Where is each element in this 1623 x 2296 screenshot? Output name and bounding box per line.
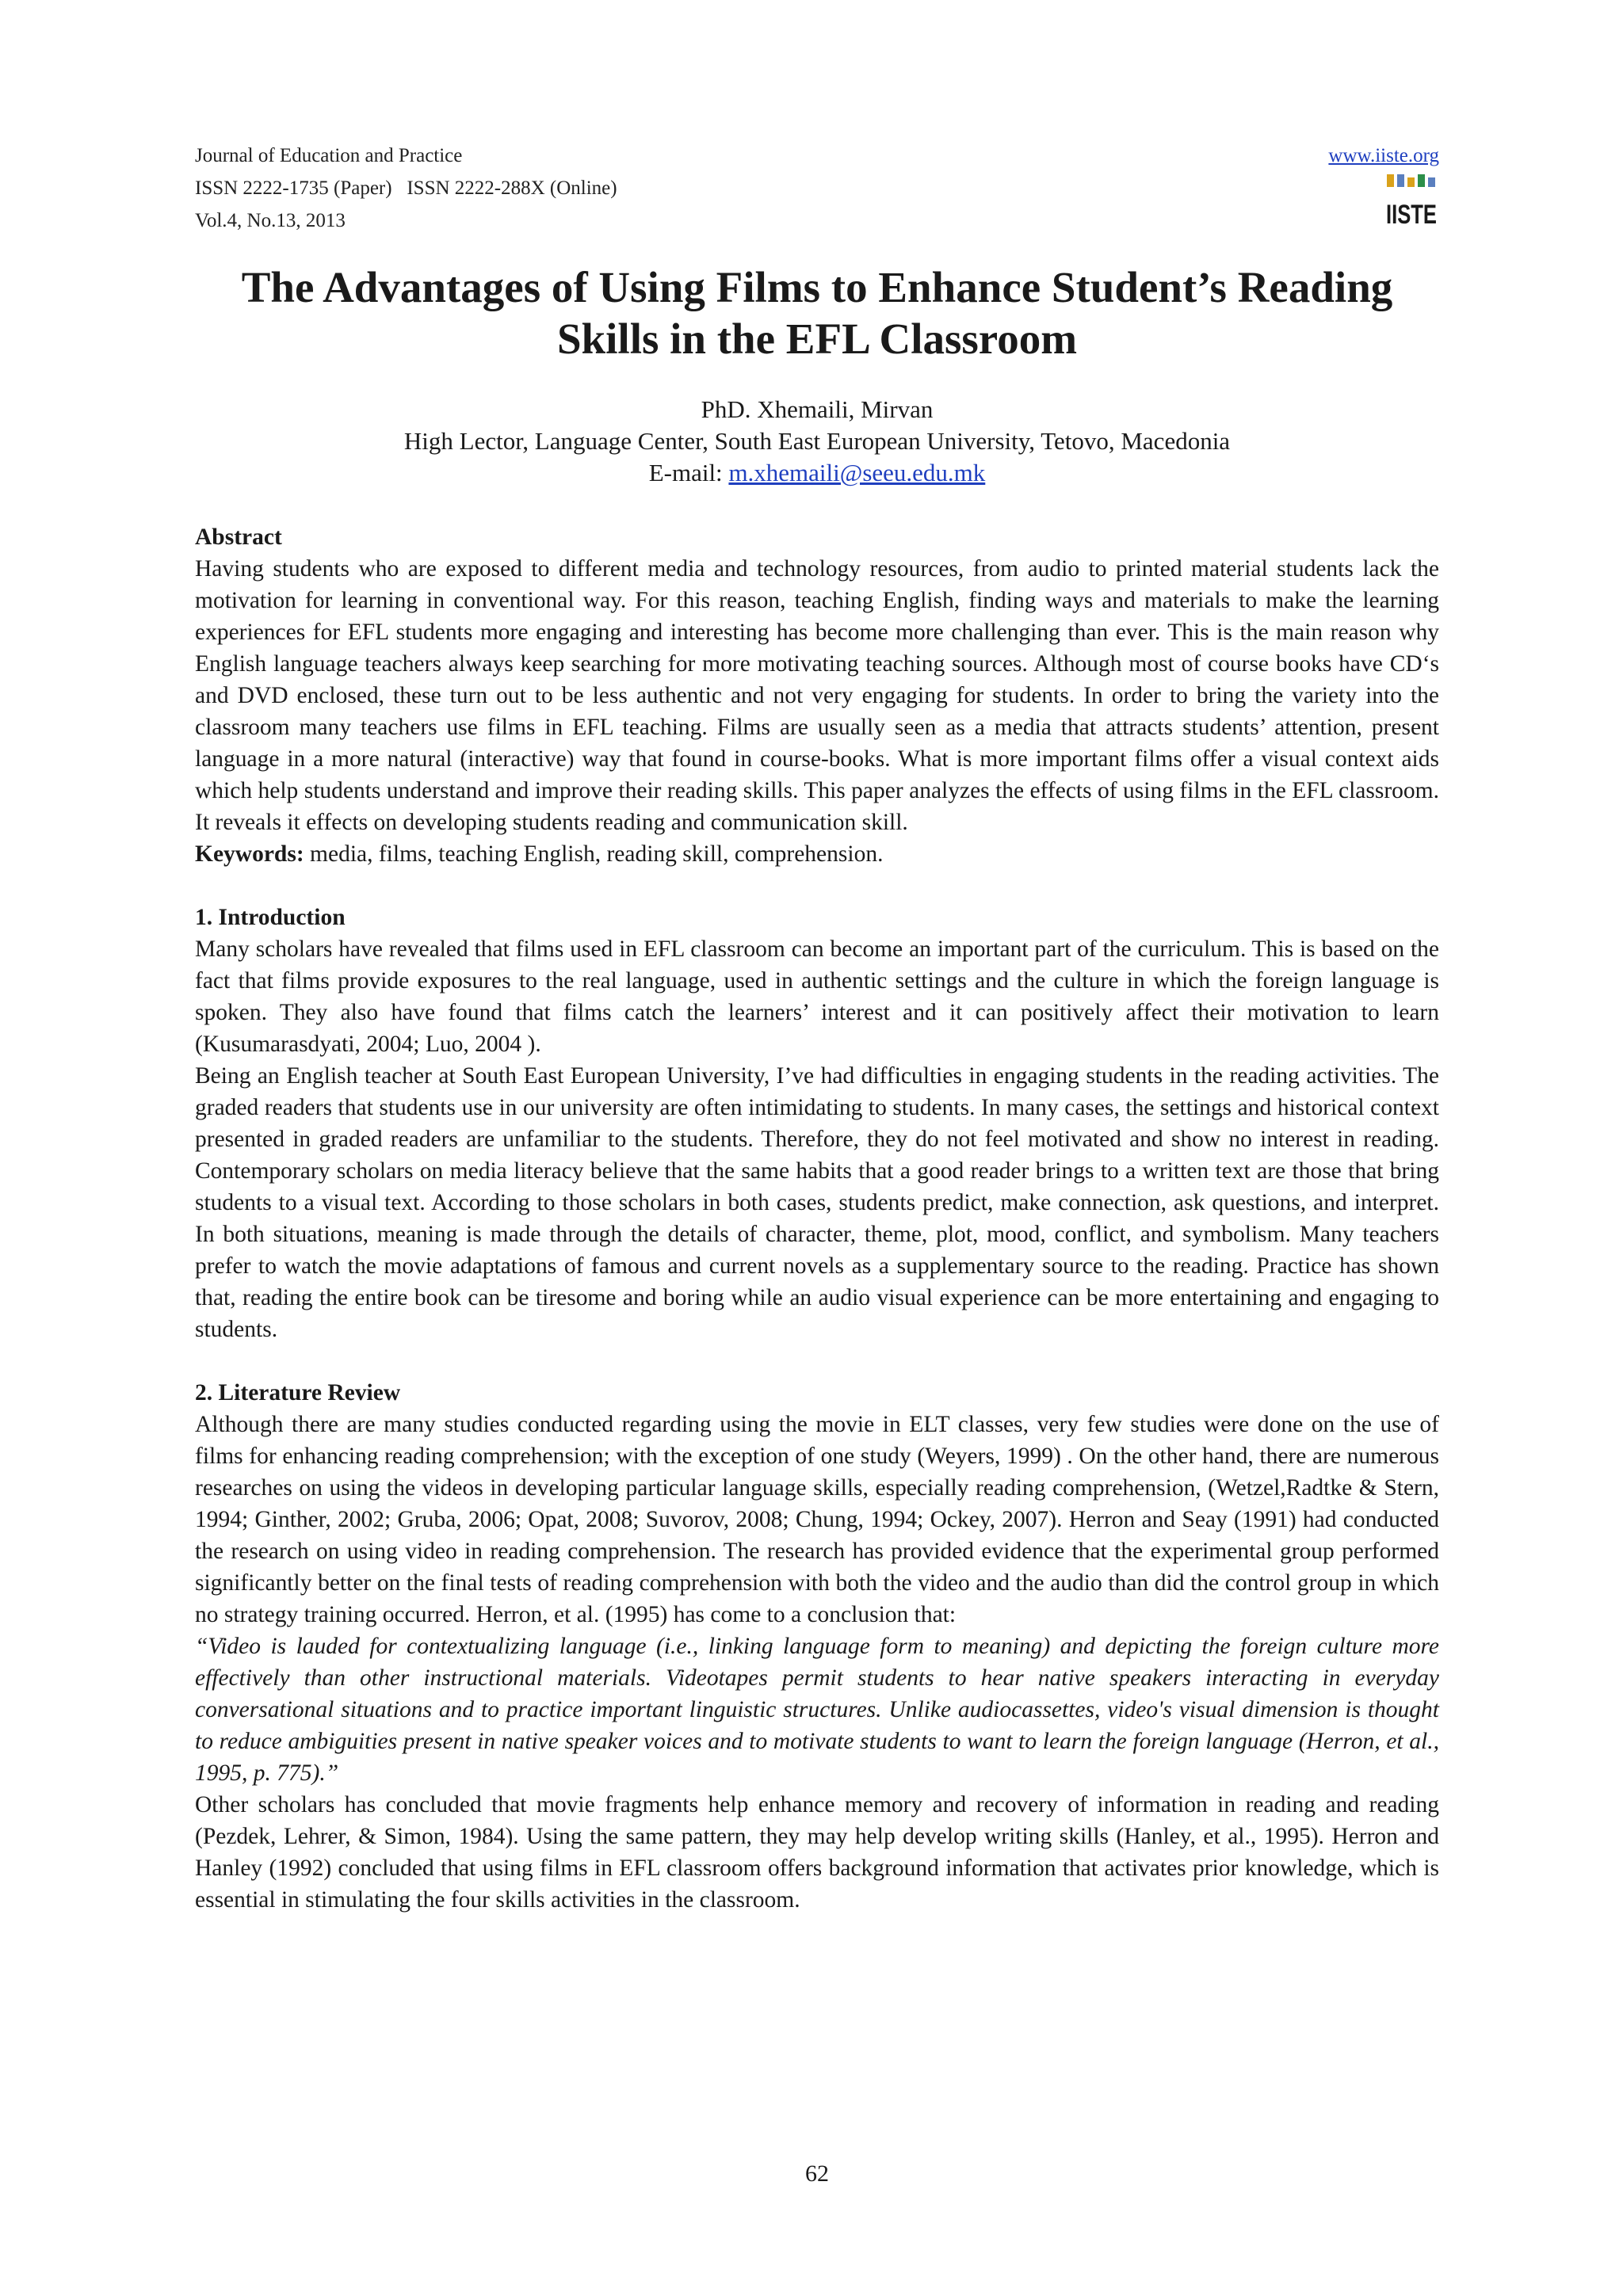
keywords-label: Keywords: (195, 841, 304, 867)
journal-header (195, 139, 1439, 235)
journal-volume: Vol.4, No.13, 2013 (195, 210, 346, 231)
paper-body (195, 521, 1439, 1916)
literature-heading: 2. Literature Review (195, 1380, 401, 1405)
block-quote: “Video is lauded for contextualizing language (i.e., linking language form to meaning) and depicting the foreign culture more effectively than other instructional materials. Videotapes permit students to hear native speakers interacting in everyday conversational situations and to practice important linguistic structures. Unlike audiocassettes, video's visual dimension is thought to reduce ambiguities present in native speaker voices and to motivate students to want to learn the foreign language (Herron, et al., 1995, p. 775).” (195, 1634, 1439, 1786)
introduction-paragraph-2: Being an English teacher at South East European University, I’ve had difficulties in engaging students in the reading activities. The graded readers that students use in our university are often intimidating to students. In many cases, the settings and historical context presented in graded readers are unfamiliar to the students. Therefore, they do not feel motivated and show no interest in reading. Contemporary scholars on media literacy believe that the same habits that a good reader brings to a written text are those that bring students to a visual text. According to those scholars in both cases, students predict, make connection, ask questions, and interpret. In both situations, meaning is made through the details of character, theme, plot, mood, conflict, and symbolism. Many teachers prefer to watch the movie adaptations of famous and current novels as a supplementary source to the reading. Practice has shown that, reading the entire book can be tiresome and boring while an audio visual experience can be more entertaining and engaging to students. (195, 1063, 1439, 1342)
paper-title (195, 261, 1439, 364)
author-name: PhD. Xhemaili, Mirvan (701, 395, 934, 423)
journal-info (195, 139, 617, 237)
author-block (195, 394, 1439, 489)
introduction-heading: 1. Introduction (195, 905, 346, 930)
iiste-logo-icon (1384, 171, 1439, 231)
keywords-line (195, 838, 1439, 870)
author-email-link[interactable]: m.xhemaili@seeu.edu.mk (728, 459, 986, 486)
journal-name: Journal of Education and Practice (195, 145, 463, 166)
literature-paragraph-2: Other scholars has concluded that movie fragments help enhance memory and recovery of information in reading and reading (Pezdek, Lehrer, & Simon, 1984). Using the same pattern, they may help develop writing skills (Hanley, et al., 1995). Herron and Hanley (1992) concluded that using films in EFL classroom offers background information that activates prior knowledge, which is essential in stimulating the four skills activities in the classroom. (195, 1792, 1439, 1913)
email-label: E-mail: (648, 459, 729, 486)
author-affiliation: High Lector, Language Center, South East European University, Tetovo, Macedonia (403, 427, 1231, 455)
title-line-1: The Advantages of Using Films to Enhance Student’s Reading (241, 263, 1393, 311)
journal-url-link[interactable]: www.iiste.org (1328, 145, 1439, 166)
page-number: 62 (805, 2161, 829, 2187)
literature-paragraph-1: Although there are many studies conducted regarding using the movie in ELT classes, very few studies were done on the use of films for enhancing reading comprehension; with the exception of one study (Weyers, 1999) . On the other hand, there are numerous researches on using the videos in developing particular language skills, especially reading comprehension, (Wetzel,Radtke & Stern, 1994; Ginther, 2002; Gruba, 2006; Opat, 2008; Suvorov, 2008; Chung, 1994; Ockey, 2007). Herron and Seay (1991) had conducted the research on using video in reading comprehension. The research has provided evidence that the experimental group performed significantly better on the final tests of reading comprehension with both the video and the audio than did the control group in which no strategy training occurred. Herron, et al. (1995) has come to a conclusion that: (195, 1412, 1439, 1627)
introduction-paragraph-1: Many scholars have revealed that films used in EFL classroom can become an important part of the curriculum. This is based on the fact that films provide exposures to the real language, used in authentic settings and the culture in which the foreign language is spoken. They also have found that films catch the learners’ interest and it can positively affect their motivation to learn (Kusumarasdyati, 2004; Luo, 2004 ). (195, 936, 1439, 1057)
logo-text: IISTE (1386, 200, 1437, 230)
abstract-text: Having students who are exposed to different media and technology resources, from audio to printed material students lack the motivation for learning in conventional way. For this reason, teaching English, finding ways and materials to make the learning experiences for EFL students more engaging and interesting has become more challenging than ever. This is the main reason why English language teachers always keep searching for more motivating teaching sources. Although most of course books have CD‘s and DVD enclosed, these turn out to be less authentic and not very engaging for students. In order to bring the variety into the classroom many teachers use films in EFL teaching. Films are usually seen as a media that attracts students’ attention, present language in a more natural (interactive) way that found in course-books. What is more important films offer a visual context aids which help students understand and improve their reading skills. This paper analyzes the effects of using films in the EFL classroom. It reveals it effects on developing students reading and communication skill. (195, 556, 1439, 835)
abstract-heading: Abstract (195, 524, 282, 550)
author-email-line (195, 457, 1439, 489)
keywords-text: media, films, teaching English, reading skill, comprehension. (304, 841, 884, 867)
journal-issn: ISSN 2222-1735 (Paper) ISSN 2222-288X (Online) (195, 177, 617, 199)
title-line-2: Skills in the EFL Classroom (556, 315, 1078, 363)
